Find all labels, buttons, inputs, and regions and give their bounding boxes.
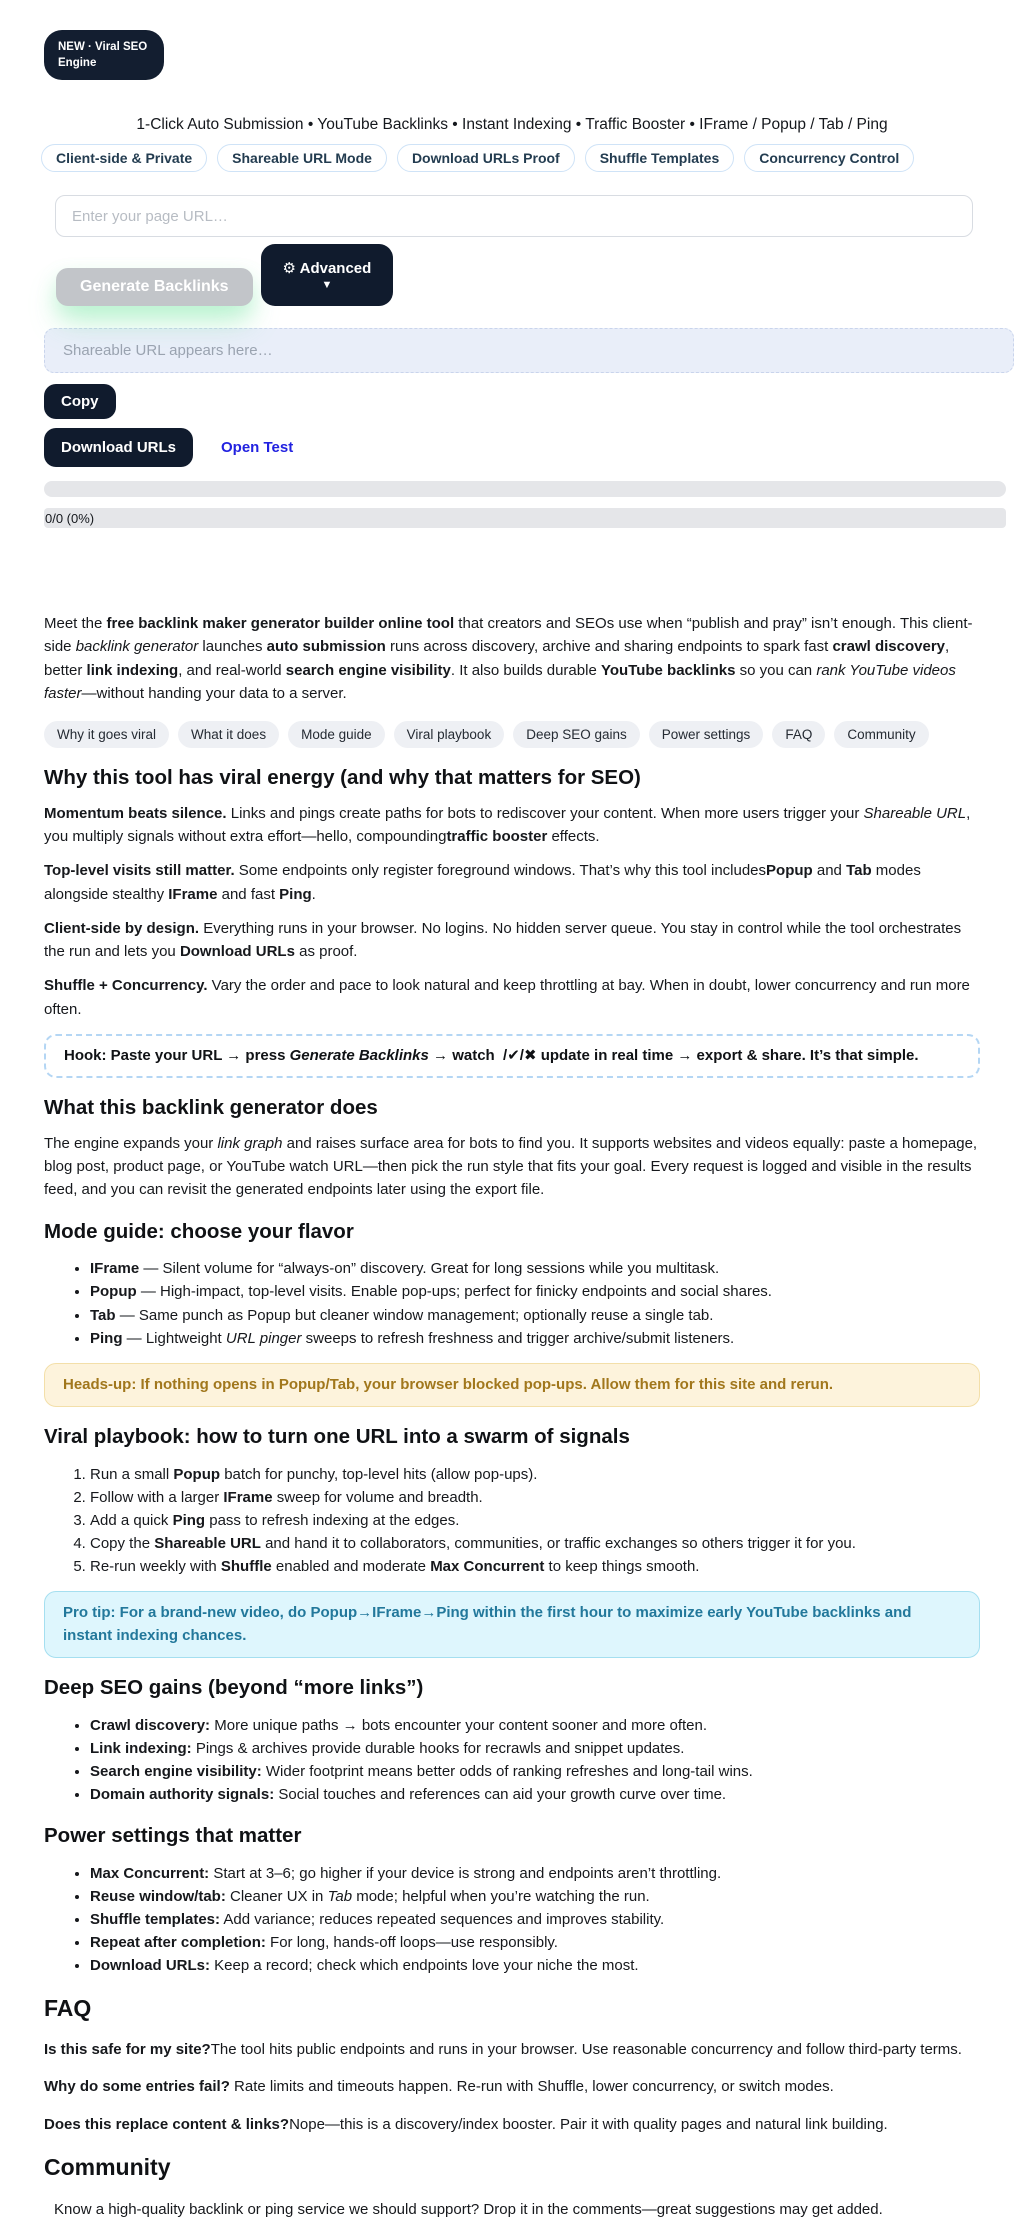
advanced-label-row bbox=[283, 259, 372, 277]
hook-callout: Hook: Paste your URL → press Generate Backlinks → watch /✔/✖ update in real time → export & share. It’s that simple. bbox=[44, 1034, 980, 1079]
list-item: • Reuse window/tab: Cleaner UX in Tab mode; helpful when you’re watching the run. bbox=[90, 1885, 980, 1908]
chevron-down-icon: ▼ bbox=[321, 279, 333, 292]
advanced-toggle-button[interactable] bbox=[261, 244, 394, 306]
list-item: • Link indexing: Pings & archives provide durable hooks for recrawls and snippet updates. bbox=[90, 1737, 980, 1760]
section-nav bbox=[44, 721, 980, 748]
list-item: 5. Re-run weekly with Shuffle enabled and moderate Max Concurrent to keep things smooth. bbox=[90, 1555, 980, 1578]
shareable-url-output[interactable] bbox=[44, 328, 1014, 373]
actions-row bbox=[56, 244, 980, 306]
gains-list bbox=[44, 1714, 980, 1806]
pro-tip-callout: Pro tip: For a brand-new video, do Popup→IFrame→Ping within the first hour to maximize early YouTube backlinks and instant indexing chances. bbox=[44, 1591, 980, 1658]
faq-question: Does this replace content & links?Nope—this is a discovery/index booster. Pair it with quality pages and natural link building. bbox=[44, 2115, 888, 2133]
list-item: • Download URLs: Keep a record; check which endpoints love your niche the most. bbox=[90, 1954, 980, 1977]
section-nav-item[interactable]: FAQ bbox=[772, 721, 825, 748]
playbook-list bbox=[44, 1463, 980, 1578]
download-urls-button[interactable]: Download URLs bbox=[44, 428, 193, 467]
feature-chips-row bbox=[41, 144, 980, 172]
section-heading-faq: FAQ bbox=[44, 1995, 92, 2022]
list-item: • Ping — Lightweight URL pinger sweeps to refresh freshness and trigger archive/submit listeners. bbox=[90, 1327, 980, 1350]
list-item: • Domain authority signals: Social touches and references can aid your growth curve over time. bbox=[90, 1783, 980, 1806]
list-item: • IFrame — Silent volume for “always-on” discovery. Great for long sessions while you multitask. bbox=[90, 1257, 980, 1280]
section-nav-item[interactable]: Deep SEO gains bbox=[513, 721, 640, 748]
paragraph: Momentum beats silence. Links and pings create paths for bots to rediscover your content. When more users trigger your Shareable URL, you multiply signals without extra effort—hello, compoundingtraffic booster effects. bbox=[44, 804, 971, 846]
section-heading-power: Power settings that matter bbox=[44, 1824, 302, 1848]
download-row bbox=[44, 428, 980, 467]
section-nav-item[interactable]: Mode guide bbox=[288, 721, 385, 748]
faq-question: Is this safe for my site?The tool hits public endpoints and runs in your browser. Use reasonable concurrency and follow third-party terms. bbox=[44, 2041, 962, 2059]
list-item: • Crawl discovery: More unique paths → bots encounter your content sooner and more often. bbox=[90, 1714, 980, 1737]
list-item: • Shuffle templates: Add variance; reduces repeated sequences and improves stability. bbox=[90, 1908, 980, 1931]
tagline: 1-Click Auto Submission • YouTube Backlinks • Instant Indexing • Traffic Booster • IFrame / Popup / Tab / Ping bbox=[136, 116, 888, 134]
advanced-label: Advanced bbox=[299, 260, 372, 278]
community-paragraph: Know a high-quality backlink or ping service we should support? Drop it in the comments—great suggestions may get added. bbox=[54, 2200, 883, 2218]
feature-chip: Concurrency Control bbox=[744, 144, 914, 172]
list-item: • Popup — High-impact, top-level visits. Enable pop-ups; perfect for finicky endpoints and social shares. bbox=[90, 1280, 980, 1303]
feature-chip: Shareable URL Mode bbox=[217, 144, 387, 172]
heads-up-callout: Heads-up: If nothing opens in Popup/Tab, your browser blocked pop-ups. Allow them for this site and rerun. bbox=[44, 1363, 980, 1408]
section-heading-why: Why this tool has viral energy (and why that matters for SEO) bbox=[44, 766, 641, 790]
feature-chip: Shuffle Templates bbox=[585, 144, 735, 172]
copy-button[interactable]: Copy bbox=[44, 384, 116, 419]
page-url-input[interactable] bbox=[55, 195, 973, 237]
paragraph: The engine expands your link graph and raises surface area for bots to find you. It supports websites and videos equally: paste a homepage, blog post, product page, or YouTube watch URL—then pick the run style that fits your goal. Every request is logged and visible in the results feed, and you can revisit the generated endpoints later using the export file. bbox=[44, 1134, 978, 1199]
list-item: • Tab — Same punch as Popup but cleaner window management; optionally reuse a single tab. bbox=[90, 1304, 980, 1327]
new-badge: NEW · Viral SEO Engine bbox=[44, 30, 164, 80]
progress-status-text: 0/0 (0%) bbox=[45, 510, 95, 526]
paragraph: Client-side by design. Everything runs in your browser. No logins. No hidden server queue. You stay in control while the tool orchestrates the run and lets you Download URLs as proof. bbox=[44, 919, 962, 961]
list-item: 3. Add a quick Ping pass to refresh indexing at the edges. bbox=[90, 1509, 980, 1532]
section-nav-item[interactable]: Viral playbook bbox=[394, 721, 505, 748]
section-heading-what: What this backlink generator does bbox=[44, 1096, 378, 1120]
power-list bbox=[44, 1862, 980, 1977]
section-nav-item[interactable]: What it does bbox=[178, 721, 279, 748]
intro-paragraph: Meet the free backlink maker generator builder online tool that creators and SEOs use when “publish and pray” isn’t enough. This client-side backlink generator launches auto submission runs across discovery, archive and sharing endpoints to spark fast crawl discovery, better link indexing, and real-world search engine visibility. It also builds durable YouTube backlinks so you can rank YouTube videos faster—without handing your data to a server. bbox=[44, 615, 973, 702]
section-heading-mode: Mode guide: choose your flavor bbox=[44, 1219, 354, 1243]
open-test-link[interactable]: Open Test bbox=[221, 439, 294, 457]
progress-bar bbox=[44, 481, 1006, 497]
section-heading-gains: Deep SEO gains (beyond “more links”) bbox=[44, 1676, 424, 1700]
section-nav-item[interactable]: Community bbox=[834, 721, 928, 748]
list-item: 2. Follow with a larger IFrame sweep for volume and breadth. bbox=[90, 1486, 980, 1509]
generate-backlinks-button[interactable]: Generate Backlinks bbox=[56, 268, 253, 306]
section-nav-item[interactable]: Power settings bbox=[649, 721, 764, 748]
list-item: • Repeat after completion: For long, hands-off loops—use responsibly. bbox=[90, 1931, 980, 1954]
mode-list bbox=[44, 1257, 980, 1349]
section-nav-item[interactable]: Why it goes viral bbox=[44, 721, 169, 748]
section-heading-playbook: Viral playbook: how to turn one URL into a swarm of signals bbox=[44, 1425, 630, 1449]
paragraph: Shuffle + Concurrency. Vary the order and pace to look natural and keep throttling at bay. When in doubt, lower concurrency and run more often. bbox=[44, 977, 970, 1018]
section-heading-community: Community bbox=[44, 2153, 171, 2180]
paragraph: Top-level visits still matter. Some endpoints only register foreground windows. That’s why this tool includesPopup and Tab modes alongside stealthy IFrame and fast Ping. bbox=[44, 862, 921, 903]
feature-chip: Client-side & Private bbox=[41, 144, 207, 172]
feature-chip: Download URLs Proof bbox=[397, 144, 575, 172]
list-item: 1. Run a small Popup batch for punchy, top-level hits (allow pop-ups). bbox=[90, 1463, 980, 1486]
list-item: 4. Copy the Shareable URL and hand it to collaborators, communities, or traffic exchanges so others trigger it for you. bbox=[90, 1532, 980, 1555]
gear-icon: ⚙ bbox=[282, 260, 296, 278]
faq-question: Why do some entries fail? Rate limits and timeouts happen. Re-run with Shuffle, lower concurrency, or switch modes. bbox=[44, 2078, 834, 2096]
progress-status-bar bbox=[44, 508, 1006, 528]
list-item: • Search engine visibility: Wider footprint means better odds of ranking refreshes and long-tail wins. bbox=[90, 1760, 980, 1783]
list-item: • Max Concurrent: Start at 3–6; go higher if your device is strong and endpoints aren’t throttling. bbox=[90, 1862, 980, 1885]
